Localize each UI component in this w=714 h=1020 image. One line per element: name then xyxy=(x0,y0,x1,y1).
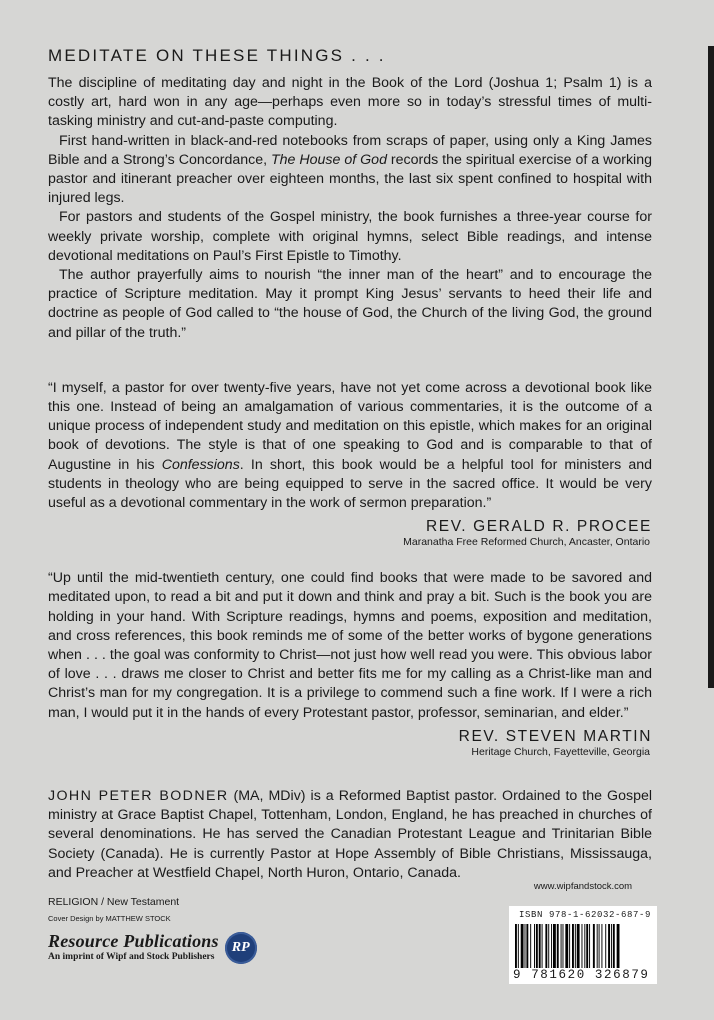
barcode-label xyxy=(509,906,657,984)
cover-credit: Cover Design by MATTHEW STOCK xyxy=(48,914,171,923)
barcode-bar xyxy=(605,924,606,968)
barcode-bar xyxy=(611,924,612,968)
barcode-bar xyxy=(569,924,570,968)
author-name: JOHN PETER BODNER xyxy=(48,787,229,804)
barcode-bar xyxy=(553,924,556,968)
history-text-a: First hand-written in black-and-red notebooks from scraps of paper, using only a King James Bible and a Strong’s Concordance, xyxy=(48,132,652,168)
aim-paragraph: The author prayerfully aims to nourish “the inner man of the heart” and to encourage the practice of Scripture meditation. May it prompt King Jesus’ servants to heed their life and doctrine as people of God called to “the house of God, the Church of the living God, the ground and pillar of the truth.” xyxy=(48,267,652,341)
barcode-bar xyxy=(534,924,535,968)
rp-badge-icon: RP xyxy=(225,932,257,964)
history-paragraph xyxy=(48,132,652,209)
publisher-logo xyxy=(48,932,308,964)
barcode-bar xyxy=(530,924,531,968)
spine-edge-bar xyxy=(708,46,714,688)
barcode-bar xyxy=(589,924,590,968)
barcode-bar xyxy=(542,924,543,968)
barcode-bar xyxy=(561,924,562,968)
publisher-name: Resource Publications xyxy=(48,931,219,951)
barcode-bar xyxy=(536,924,538,968)
heading: MEDITATE ON THESE THINGS . . . xyxy=(48,46,386,65)
isbn-text: ISBN 978-1-62032-687-9 xyxy=(519,910,652,920)
barcode-bar xyxy=(518,924,519,968)
barcode-bar xyxy=(593,924,595,968)
author-bio-text: (MA, MDiv) is a Reformed Baptist pastor. Ordained to the Gospel ministry at Grace Baptist Chapel, Tottenham, London, England, he has preached in churches of several denominations. He has served the Canadian Protestant League and Trinitarian Bible Society (Canada). He is currently Pastor at Hope Assembly of Bible Christians, Mississauga, and Preacher at Westfield Chapel, North Huron, Ontario, Canada. xyxy=(48,787,652,881)
author-bio xyxy=(48,787,652,883)
audience-paragraph: For pastors and students of the Gospel ministry, the book furnishes a three-year course for weekly private worship, complete with original hymns, select Bible readings, and intense devotional meditations on Paul’s First Epistle to Timothy. xyxy=(48,209,652,264)
barcode-bar xyxy=(572,924,574,968)
history-text-b: records the spiritual exercise of a working pastor and itinerant preacher over eighteen months, the last six spent confined to hospital with injured legs. xyxy=(48,151,652,207)
barcode-bar xyxy=(601,924,602,968)
endorsement-text-b: . In short, this book would be a helpful tool for ministers and students in theology who are being equipped to serve in the sacred office. It would be very useful as a devotional commentary in the work of sermon preparation.” xyxy=(48,456,653,512)
confessions-title: Confessions xyxy=(161,456,240,473)
barcode-bar xyxy=(597,924,598,968)
publisher-block xyxy=(48,895,308,964)
barcode-bar xyxy=(586,924,588,968)
endorser-affiliation: Maranatha Free Reformed Church, Ancaster, Ontario xyxy=(403,536,650,549)
endorsement-procee xyxy=(48,379,652,549)
endorser-name: REV. STEVEN MARTIN xyxy=(458,727,652,745)
endorsement-text-a: “I myself, a pastor for over twenty-five years, have not yet come across a devotional book like this one. Instead of being an amalgamation of various commentaries, it is the outcome of a unique process of independent study and meditation on this epistle, which makes for an original book of devotions. The style is that of one speaking to God and is comparable to that of Augustine in his xyxy=(48,379,652,473)
endorser-affiliation: Heritage Church, Fayetteville, Georgia xyxy=(471,745,650,758)
barcode-icon xyxy=(515,924,651,968)
barcode-bar xyxy=(582,924,583,968)
barcode-bar xyxy=(617,924,620,968)
barcode-bar xyxy=(515,924,517,968)
publisher-imprint: An imprint of Wipf and Stock Publishers xyxy=(48,952,215,962)
endorser-signature xyxy=(48,517,652,549)
barcode-bar xyxy=(545,924,547,968)
barcode-bar xyxy=(557,924,559,968)
intro-paragraph: The discipline of meditating day and night in the Book of the Lord (Joshua 1; Psalm 1) is a costly art, hard won in any age—perhaps even more so in today’s stressful times of multi-tasking ministry and cut-and-paste computing. xyxy=(48,75,652,130)
barcode-bar xyxy=(577,924,580,968)
back-cover-body xyxy=(48,46,652,883)
barcode-bar xyxy=(599,924,600,968)
publisher-url: www.wipfandstock.com xyxy=(533,881,633,892)
barcode-bar xyxy=(565,924,568,968)
barcode-bar xyxy=(521,924,524,968)
endorsement-text: “Up until the mid-twentieth century, one could find books that were made to be savored and meditated upon, to read a bit and put it down and think and pray a bit. Such is the book you are holding in your hand. With Scripture readings, hymns and poems, exposition and meditation, and cross references, this book reminds me of some of the better works of bygone generations when . . . the goal was conformity to Christ—not just how well read you were. This obvious labor of love . . . draws me closer to Christ and better fits me for my calling as a Christ-like man and Christ’s man for my congregation. It is a privilege to commend such a fine work. If I were a rich man, I would put it in the hands of every Protestant pastor, professor, seminarian, and elder.” xyxy=(48,570,652,721)
endorsement-martin xyxy=(48,569,652,759)
barcode-digits: 9 781620 326879 xyxy=(513,968,650,982)
barcode-bar xyxy=(551,924,552,968)
barcode-bar xyxy=(575,924,576,968)
barcode-bar xyxy=(563,924,564,968)
barcode-bar xyxy=(608,924,610,968)
barcode-bar xyxy=(613,924,615,968)
barcode-bar xyxy=(584,924,585,968)
barcode-block xyxy=(509,881,657,984)
barcode-bar xyxy=(548,924,549,968)
barcode-bar xyxy=(525,924,526,968)
endorser-name: REV. GERALD R. PROCEE xyxy=(426,518,652,536)
barcode-bar xyxy=(526,924,528,968)
endorser-signature xyxy=(48,727,652,759)
barcode-bar xyxy=(539,924,541,968)
category-label: RELIGION / New Testament xyxy=(48,896,180,908)
endorsement-text xyxy=(48,379,652,513)
book-title: The House of God xyxy=(271,151,387,168)
